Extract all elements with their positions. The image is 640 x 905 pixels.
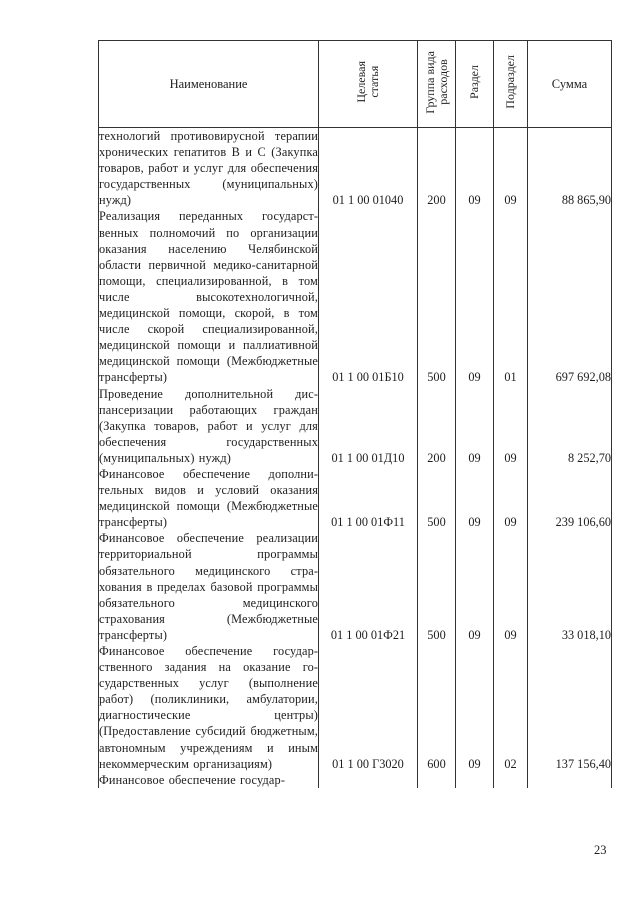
- table-body: [99, 128, 612, 788]
- header-section: [456, 41, 494, 128]
- row-name: Финансовое обеспечение дополнительных видов и условий оказания медицинской помощи (Межбюджетные трансферты): [99, 466, 318, 530]
- row-subsection: 09: [494, 386, 528, 466]
- table-row: [99, 386, 612, 466]
- table-header: [99, 41, 612, 128]
- row-expense-group: [418, 772, 456, 788]
- row-sum: [528, 772, 612, 788]
- page-number: 23: [594, 843, 607, 857]
- table-row: [99, 772, 612, 788]
- row-target-article: 01 1 00 01040: [319, 128, 418, 209]
- row-name: Реализация переданных государственных полномочий по организации оказания населению Челябинской области первичной медико-санитарной помощи, специализированной, в том числе высокотехнологичной, медицинской помощи, скорой, в том числе скорой специализированной, медицинской помощи и паллиативной медицинской помощи (Межбюджетные трансферты): [99, 209, 318, 385]
- row-expense-group: 500: [418, 466, 456, 530]
- row-name: Финансовое обеспечение государственного задания на оказание государственных услуг (выполнение работ) (поликлиники, амбулатории, диагностические центры) (Предоставление субсидий бюджетным, автономным учреждениям и иным некоммерческим организациям): [99, 644, 318, 771]
- row-target-article: 01 1 00 01Ф21: [319, 530, 418, 643]
- header-target-article-label: Целевая статья: [354, 61, 381, 103]
- table-row: [99, 128, 612, 209]
- row-section: 09: [456, 466, 494, 530]
- row-subsection: 01: [494, 208, 528, 385]
- row-section: 09: [456, 530, 494, 643]
- row-sum: 88 865,90: [528, 128, 612, 209]
- row-subsection: 02: [494, 643, 528, 772]
- row-target-article: 01 1 00 01Б10: [319, 208, 418, 385]
- header-subsection: [494, 41, 528, 128]
- table-row: [99, 530, 612, 643]
- row-section: [456, 772, 494, 788]
- row-expense-group: 200: [418, 386, 456, 466]
- row-name: Финансовое обеспечение государ-: [99, 772, 319, 788]
- row-name: Проведение дополнительной диспансеризации работающих граждан (Закупка товаров, работ и услуг для обеспечения государственных (муниципальных) нужд): [99, 386, 318, 465]
- row-section: 09: [456, 128, 494, 209]
- row-target-article: 01 1 00 01Ф11: [319, 466, 418, 530]
- row-section: 09: [456, 643, 494, 772]
- header-subsection-label: Подраздел: [503, 55, 517, 109]
- row-sum: 8 252,70: [528, 386, 612, 466]
- row-expense-group: 200: [418, 128, 456, 209]
- row-sum: 33 018,10: [528, 530, 612, 643]
- row-subsection: 09: [494, 530, 528, 643]
- row-sum: 697 692,08: [528, 208, 612, 385]
- row-subsection: 09: [494, 128, 528, 209]
- row-expense-group: 500: [418, 530, 456, 643]
- row-subsection: [494, 772, 528, 788]
- row-target-article: 01 1 00 01Д10: [319, 386, 418, 466]
- header-expense-group: [418, 41, 456, 128]
- row-section: 09: [456, 386, 494, 466]
- row-expense-group: 500: [418, 208, 456, 385]
- header-target-article: [319, 41, 418, 128]
- row-target-article: 01 1 00 Г3020: [319, 643, 418, 772]
- table-row: [99, 208, 612, 385]
- header-sum: Сумма: [528, 41, 612, 128]
- row-name: Финансовое обеспечение реализации территориальной программы обязательного медицинского страхования в пределах базовой программы обязательного медицинского страхования (Межбюджетные трансферты): [99, 531, 318, 642]
- row-target-article: [319, 772, 418, 788]
- row-name: технологий противовирусной терапии хронических гепатитов В и С (Закупка товаров, работ и услуг для обеспечения государственных (муниципальных) нужд): [99, 129, 318, 208]
- row-section: 09: [456, 208, 494, 385]
- budget-table: [98, 40, 612, 788]
- row-expense-group: 600: [418, 643, 456, 772]
- row-subsection: 09: [494, 466, 528, 530]
- header-section-label: Раздел: [467, 64, 481, 99]
- table-row: [99, 466, 612, 530]
- table-row: [99, 643, 612, 772]
- row-sum: 239 106,60: [528, 466, 612, 530]
- row-sum: 137 156,40: [528, 643, 612, 772]
- header-name: Наименование: [99, 41, 319, 128]
- header-expense-group-label: Группа вида расходов: [422, 50, 450, 114]
